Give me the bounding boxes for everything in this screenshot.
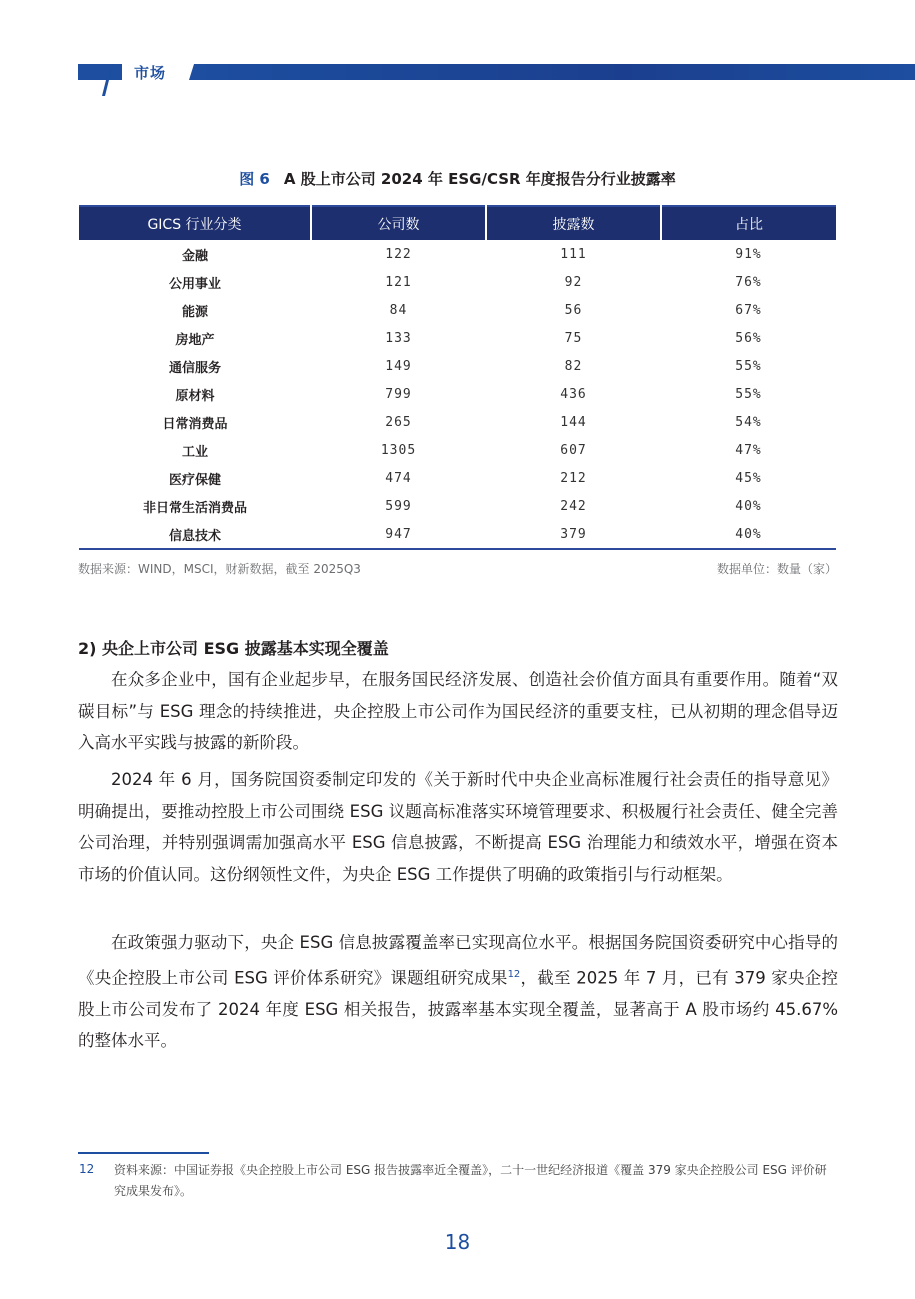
disclosed-cell: 242 bbox=[560, 498, 587, 514]
page-number: 18 bbox=[444, 1230, 471, 1254]
figure-label: 图 6 bbox=[239, 170, 270, 188]
companies-cell: 133 bbox=[385, 330, 412, 346]
industry-cell: 能源 bbox=[181, 304, 208, 320]
table-row bbox=[79, 324, 836, 352]
industry-cell: 医疗保健 bbox=[168, 472, 221, 488]
table-row bbox=[79, 380, 836, 408]
body-paragraph-3 bbox=[78, 927, 838, 1057]
disclosed-cell: 607 bbox=[560, 442, 587, 458]
disclosed-cell: 436 bbox=[560, 386, 587, 402]
column-header-disclosed: 披露数 bbox=[486, 206, 661, 240]
industry-cell: 房地产 bbox=[175, 332, 215, 348]
ratio-cell: 40% bbox=[661, 520, 836, 549]
footnote-text: 资料来源：中国证券报《央企控股上市公司 ESG 报告披露率近全覆盖》，二十一世纪经济报道《覆盖 379 家央企控股公司 ESG 评价研究成果发布》。 bbox=[114, 1163, 827, 1198]
table-row bbox=[79, 520, 836, 549]
industry-cell: 通信服务 bbox=[168, 360, 221, 376]
industry-cell: 金融 bbox=[181, 248, 208, 264]
disclosed-cell: 92 bbox=[564, 274, 583, 290]
companies-cell: 149 bbox=[385, 358, 412, 374]
paragraph-3-part-a: 在政策强力驱动下，央企 ESG 信息披露覆盖率已实现高位水平。根据国务院国资委研究中心指导的《央企控股上市公司 ESG 评价体系研究》课题组研究成果 bbox=[78, 933, 838, 987]
disclosed-cell: 144 bbox=[560, 414, 587, 430]
industry-cell: 公用事业 bbox=[168, 276, 221, 292]
header-accent-block bbox=[78, 64, 122, 80]
disclosed-cell: 212 bbox=[560, 470, 587, 486]
disclosed-cell: 75 bbox=[564, 330, 583, 346]
column-header-industry: GICS 行业分类 bbox=[79, 206, 311, 240]
footnote-divider bbox=[78, 1152, 209, 1154]
table-row bbox=[79, 296, 836, 324]
column-header-ratio: 占比 bbox=[661, 206, 836, 240]
ratio-cell: 56% bbox=[735, 330, 762, 346]
body-paragraph-2: 2024 年 6 月，国务院国资委制定印发的《关于新时代中央企业高标准履行社会责任的指导意见》明确提出，要推动控股上市公司围绕 ESG 议题高标准落实环境管理要求、积极履行社会责任、健全完善公司治理，并特别强调需加强高水平 ESG 信息披露，不断提高 ESG 治理能力和绩效水平，增强在资本市场的价值认同。这份纲领性文件，为央企 ESG 工作提供了明确的政策指引与行动框架。 bbox=[78, 770, 838, 884]
ratio-cell: 40% bbox=[735, 498, 762, 514]
table-row bbox=[79, 240, 836, 268]
table-row bbox=[79, 408, 836, 436]
paragraph-3-part-b: ，截至 2025 年 7 月，已有 379 家央企控股上市公司发布了 2024 年度 ESG 相关报告，披露率基本实现全覆盖，显著高于 A 股市场约 45.67% 的整体水平。 bbox=[78, 968, 838, 1050]
ratio-cell: 55% bbox=[735, 386, 762, 402]
industry-cell: 信息技术 bbox=[79, 520, 311, 549]
companies-cell: 599 bbox=[385, 498, 412, 514]
companies-cell: 265 bbox=[385, 414, 412, 430]
data-source-note: 数据来源：WIND，MSCI，财新数据，截至 2025Q3 bbox=[78, 562, 361, 576]
industry-cell: 原材料 bbox=[175, 388, 215, 404]
figure-caption: A 股上市公司 2024 年 ESG/CSR 年度报告分行业披露率 bbox=[283, 170, 676, 188]
industry-cell: 非日常生活消费品 bbox=[142, 500, 247, 516]
companies-cell: 474 bbox=[385, 470, 412, 486]
companies-cell: 122 bbox=[385, 246, 412, 262]
companies-cell: 1305 bbox=[380, 442, 417, 458]
header-bar bbox=[189, 64, 915, 80]
companies-cell: 84 bbox=[389, 302, 408, 318]
disclosure-table bbox=[79, 205, 836, 550]
figure-title bbox=[0, 168, 915, 189]
table-row bbox=[79, 492, 836, 520]
body-paragraph-1: 在众多企业中，国有企业起步早，在服务国民经济发展、创造社会价值方面具有重要作用。随着“双碳目标”与 ESG 理念的持续推进，央企控股上市公司作为国民经济的重要支柱，已从初期的理念倡导迈入高水平实践与披露的新阶段。 bbox=[78, 670, 838, 752]
table-row bbox=[79, 352, 836, 380]
data-unit-note: 数据单位：数量（家） bbox=[716, 562, 837, 576]
table-row bbox=[79, 464, 836, 492]
companies-cell: 799 bbox=[385, 386, 412, 402]
footnote-number: 12 bbox=[79, 1162, 95, 1176]
ratio-cell: 67% bbox=[735, 302, 762, 318]
disclosed-cell: 56 bbox=[564, 302, 583, 318]
companies-cell: 947 bbox=[311, 520, 486, 549]
disclosed-cell: 82 bbox=[564, 358, 583, 374]
industry-cell: 日常消费品 bbox=[162, 416, 228, 432]
ratio-cell: 55% bbox=[735, 358, 762, 374]
industry-cell: 工业 bbox=[181, 444, 208, 460]
disclosed-cell: 379 bbox=[486, 520, 661, 549]
disclosed-cell: 111 bbox=[560, 246, 587, 262]
section-title: 市场 bbox=[134, 64, 167, 82]
ratio-cell: 76% bbox=[735, 274, 762, 290]
section-heading: 2) 央企上市公司 ESG 披露基本实现全覆盖 bbox=[78, 639, 389, 658]
table-row bbox=[79, 268, 836, 296]
ratio-cell: 54% bbox=[735, 414, 762, 430]
ratio-cell: 45% bbox=[735, 470, 762, 486]
table-row bbox=[79, 436, 836, 464]
ratio-cell: 47% bbox=[735, 442, 762, 458]
column-header-companies: 公司数 bbox=[311, 206, 486, 240]
footnote-reference[interactable]: 12 bbox=[507, 968, 521, 980]
companies-cell: 121 bbox=[385, 274, 412, 290]
table-header-row bbox=[79, 206, 836, 240]
ratio-cell: 91% bbox=[735, 246, 762, 262]
